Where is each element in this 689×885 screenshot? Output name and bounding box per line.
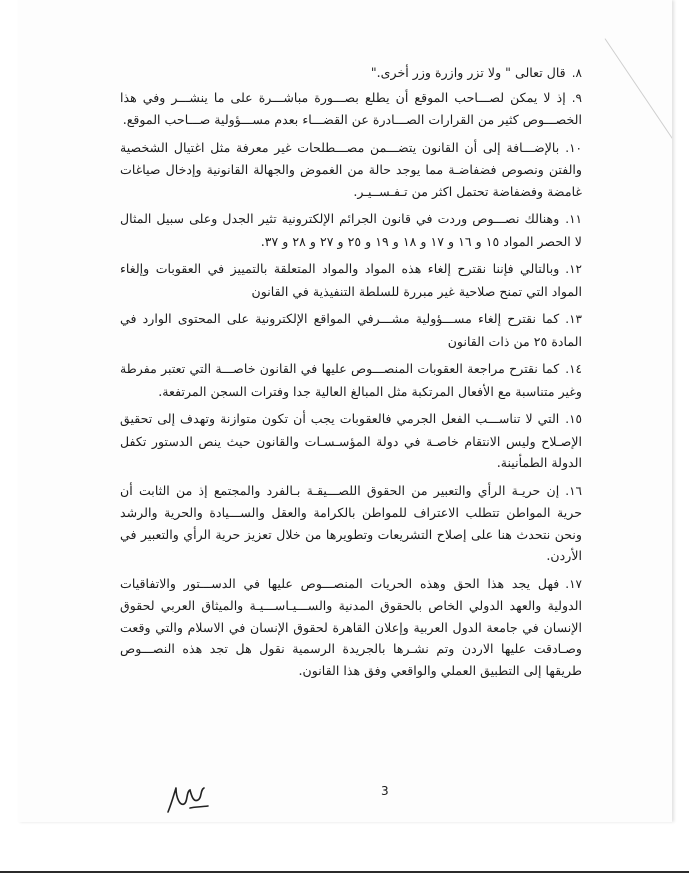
list-item bbox=[120, 308, 582, 352]
item-text: قال تعالى " ولا تزر وازرة وزر أخرى." bbox=[370, 65, 566, 80]
item-number: ١٤. bbox=[565, 362, 582, 376]
signature-mark bbox=[164, 782, 212, 816]
list-item bbox=[120, 358, 582, 402]
list-item bbox=[120, 573, 582, 682]
list-item bbox=[120, 62, 582, 85]
document-body bbox=[120, 62, 582, 687]
page-number: 3 bbox=[381, 784, 389, 798]
item-text: التي لا تناســـب الفعل الجرمي فالعقوبات يجب أن تكون متوازنة وتهدف إلى تحقيق الإصـلاح وليس الانتقام خاصـة في دولة المؤسـسـات والقانون حيث ينص الدستور تكفل الدولة الطمأنينة. bbox=[120, 411, 582, 470]
list-item bbox=[120, 87, 582, 131]
item-number: ١٢. bbox=[565, 262, 582, 276]
item-text: بالإضـــافة إلى أن القانون يتضـــمن مصـــطلحات غير معرفة مثل اغتيال الشخصية والفتن ونصوص فضفاضـة مما يوجد حالة من الغموض والجهالة القانونية وإدخال صياغات غامضة وفضفاضة تحتمل اكثر من تـفـســيـر. bbox=[120, 139, 582, 199]
list-item bbox=[120, 208, 582, 252]
item-number: ١٣. bbox=[565, 312, 582, 326]
item-number: ١٧. bbox=[565, 576, 582, 591]
item-number: ٨. bbox=[571, 66, 582, 80]
item-number: ١١. bbox=[565, 212, 582, 226]
item-text: وهنالك نصـــوص وردت في قانون الجرائم الإلكترونية تثير الجدل وعلى سبيل المثال لا الحصر المواد ١٥ و ١٦ و ١٧ و ١٨ و ١٩ و ٢٥ و ٢٧ و ٢٨ و ٣٧. bbox=[120, 211, 582, 249]
item-text: كما نقترح إلغاء مســـؤولية مشـــرفي المواقع الإلكترونية على المحتوى الوارد في المادة ٢٥ من ذات القانون bbox=[120, 311, 582, 349]
document-page bbox=[18, 0, 672, 822]
paper-fold-shadow bbox=[605, 0, 672, 155]
item-number: ١٦. bbox=[565, 483, 582, 498]
item-number: ١٠. bbox=[565, 140, 582, 155]
item-number: ٩. bbox=[571, 90, 582, 105]
list-item bbox=[120, 408, 582, 474]
item-text: فهل يجد هذا الحق وهذه الحريات المنصـــوص عليها في الدســـتور والاتفاقيات الدولية والعهد الدولي الخاص بالحقوق المدنية والســـيـاســـيـة والميثاق العربي لحقوق الإنسان في جامعة الدول العربية وإعلان القاهرة لحقوق الإنسان في الاسلام والتي وقعت وصـادقت عليها الاردن وتم نشـرها بالجريدة الرسمية نقول هل تجد هذه النصـــوص طريقها إلى التطبيق العملي والواقعي وفق هذا القانون. bbox=[120, 575, 582, 678]
item-text: إن حريـة الرأي والتعبير من الحقوق اللصـــيقـة بـالفرد والمجتمع إذ من الثابت أن حرية المواطن تتطلب الاعتراف للمواطن بالكرامة والعقل والســـيادة والحرية والرشد ونحن نتحدث هنا على إصلاح التشريعات وتطويرها من خلال تعزيز حرية الرأي والتعبير في الأردن. bbox=[120, 482, 582, 563]
list-item bbox=[120, 258, 582, 302]
item-text: كما نقترح مراجعة العقوبات المنصـــوص عليها في القانون خاصـــة التي تعتبر مفرطة وغير متناسبة مع الأفعال المرتكبة مثل المبالغ العالية جدا وفترات السجن المرتفعة. bbox=[120, 361, 582, 399]
list-item bbox=[120, 137, 582, 203]
item-text: وبالتالي فإننا نقترح إلغاء هذه المواد والمواد المتعلقة بالتمييز في العقوبات وإلغاء المواد التي تمنح صلاحية غير مبررة للسلطة التنفيذية في القانون bbox=[120, 261, 582, 299]
item-number: ١٥. bbox=[565, 412, 582, 426]
item-text: إذ لا يمكن لصـــاحب الموقع أن يطلع بصـــورة مباشـــرة على ما ينشـــر وفي هذا الخصـــوص كثير من القرارات الصـــادرة عن القضـــاء بعدم مســـؤولية صـــاحب الموقع. bbox=[120, 89, 582, 127]
list-item bbox=[120, 480, 582, 567]
